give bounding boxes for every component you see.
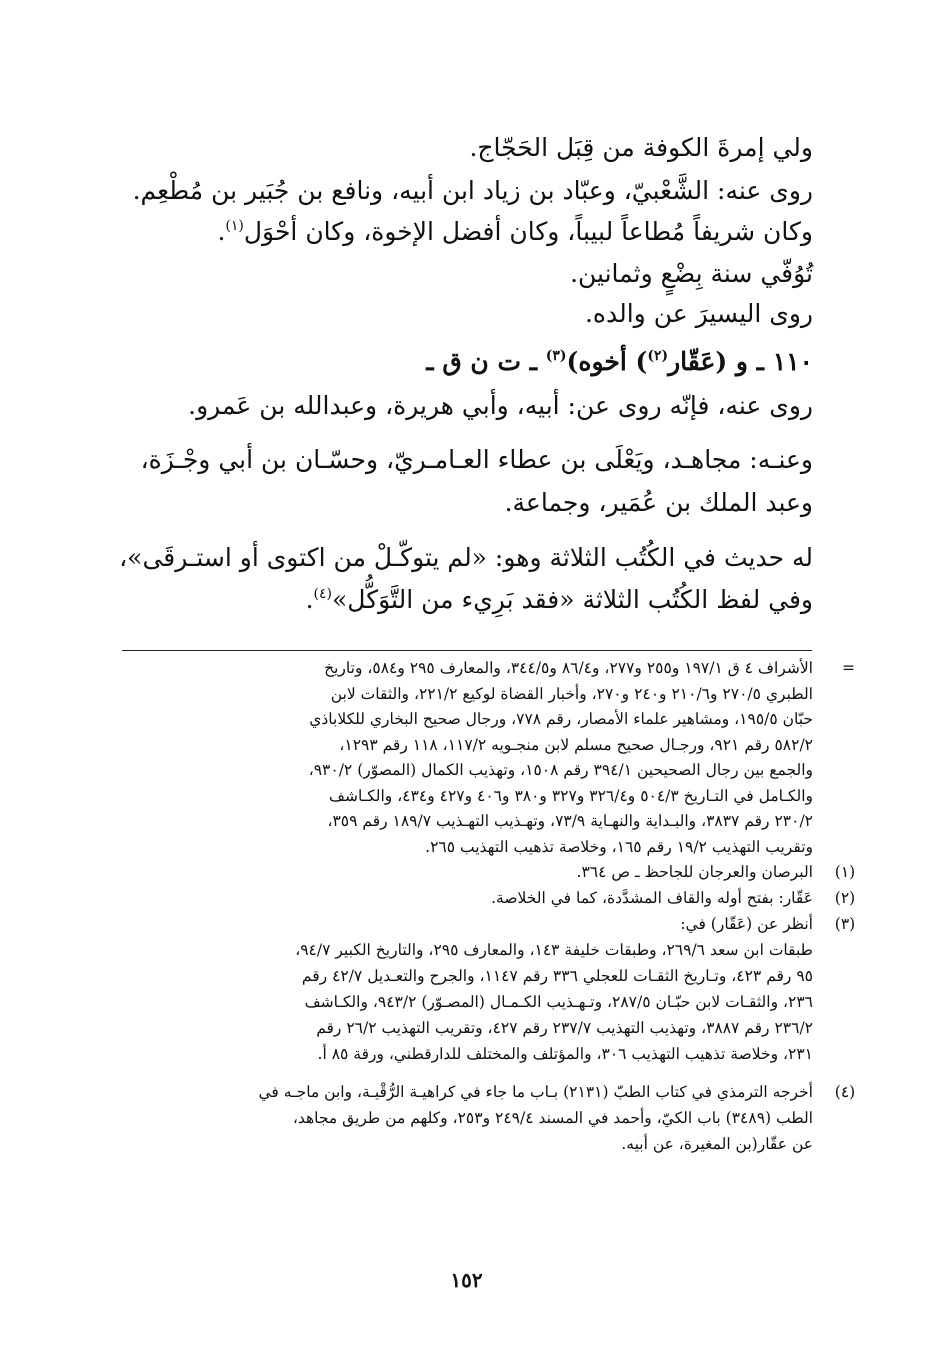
entry-heading-suffix: ـ ت ن ق ـ — [426, 347, 546, 376]
footnote-line: وتقريب التهذيب ١٩/٢ رقم ١٦٥، وخلاصة تذهيب التهذيب ٢٦٥. — [425, 837, 813, 856]
text-line: ولي إمرةَ الكوفة من قِبَل الحَجّاج. — [469, 133, 813, 162]
footnote-separator — [122, 650, 812, 651]
footnote-line: ٥٨٢/٢ رقم ٩٢١، ورجـال صحيح مسلم لابن منجـويه ١١٧/٢، ١١٨ رقم ١٢٩٣، — [339, 735, 813, 754]
footnote-number: (٤) — [834, 1083, 856, 1101]
footnote-line: البرصان والعرجان للجاحظ ـ ص ٣٦٤. — [576, 863, 813, 881]
text-fragment: وفي لفظ الكُتُب الثلاثة «فقد بَرِيء من التَّوَكُّل» — [332, 585, 813, 614]
footnote-line: والكـامل في التـاريخ ٥٠٤/٣ و٣٢٦/٤ و٣٢٧ و٣٨٠ و٤٠٦ و٤٢٧ و٤٣٤، والكـاشف — [328, 786, 813, 805]
students-line: وعبد الملك بن عُمَير، وجماعة. — [504, 488, 813, 517]
footnote-line: أنظر عن (عَقّار) في: — [680, 915, 813, 933]
period: . — [217, 217, 226, 246]
footnote-line: الطبري ٢٧٠/٥ و٢١٠/٦ و٢٤٠ و٢٧٠، وأخبار القضاة لوكيع ٢٢١/٢، والثقات لابن — [330, 684, 813, 703]
footnote-line: ٢٣٦/٢ رقم ٣٨٨٧، وتهذيب التهذيب ٢٣٧/٧ رقم ٤٢٧، وتقريب التهذيب ٢٦/٢ رقم — [316, 1019, 813, 1037]
footnote-ref: (٣) — [545, 348, 567, 364]
footnote-ref: (٢) — [647, 348, 669, 364]
continuation-mark: = — [842, 659, 855, 677]
page-number: ١٥٢ — [450, 1268, 483, 1292]
footnote-line: حبّان ١٩٥/٥، ومشاهير علماء الأمصار، رقم ٧٧٨، ورجال صحيح البخاري للكلاباذي — [309, 710, 813, 728]
footnote-line: عَقّار: بفتح أوله والقاف المشدَّدة، كما في الخلاصة. — [491, 889, 813, 907]
footnote-line: ٢٣١، وخلاصة تذهيب التهذيب ٣٠٦، والمؤتلف والمختلف للدارقطني، ورقة ٨٥ أ. — [317, 1045, 813, 1063]
text-fragment: وكان شريفاً مُطاعاً لبيباً، وكان أفضل الإخوة، وكان أحْوَل — [243, 217, 813, 246]
footnote-line: أخرجه الترمذي في كتاب الطبّ (٢١٣١) بـاب ما جاء في كراهيـة الرُّقْيـة، وابن ماجـه في — [258, 1083, 813, 1101]
footnote-number: (١) — [834, 863, 856, 881]
entry-heading — [426, 342, 813, 386]
hadith-line — [306, 580, 813, 624]
footnote-line: ٩٥ رقم ٤٢٣، وتـاريخ الثقـات للعجلي ٣٣٦ رقم ١١٤٧، والجرح والتعـديل ٤٢/٧ رقم — [301, 967, 813, 985]
entry-heading-middle: ) أخوه) — [566, 347, 648, 376]
period: . — [305, 585, 314, 614]
footnote-line: الأشراف ٤ ق ١٩٧/١ و٢٥٥ و٢٧٧، و٨٦/٤ و٣٤٤/٥، والمعارف ٢٩٥ و٥٨٤، وتاريخ — [324, 659, 813, 677]
text-line: روى عنه: الشَّعْبيّ، وعبّاد بن زياد ابن أبيه، ونافع بن جُبَير بن مُطْعِم. — [132, 176, 813, 205]
footnote-line: عن عقّار(بن المغيرة، عن أبيه. — [621, 1135, 813, 1153]
footnote-line: الطب (٣٤٨٩) باب الكيّ، وأحمد في المسند ٢٤٩/٤ و٢٥٣، وكلهم من طريق مجاهد، — [292, 1109, 813, 1127]
footnote-ref: (١) — [225, 218, 244, 234]
text-line: روى اليسيرَ عن والده. — [584, 299, 813, 328]
hadith-line: له حديث في الكُتُب الثلاثة وهو: «لم يتوكّـلْ من اكتوى أو استـرقَى»، — [119, 543, 813, 572]
footnote-number: (٣) — [834, 915, 856, 933]
footnote-number: (٢) — [834, 889, 856, 907]
text-line — [217, 212, 813, 256]
entry-heading-prefix: ١١٠ ـ و (عَقّار — [668, 347, 813, 376]
footnote-line: ٢٣٠/٢ رقم ٣٨٣٧، والبـداية والنهـاية ٧٣/٩، وتهـذيب التهـذيب ١٨٩/٧ رقم ٣٥٩، — [327, 812, 813, 830]
text-line: تُوُفّي سنة بِضْعٍ وثمانين. — [570, 259, 813, 288]
footnote-line: ٢٣٦، والثقـات لابن حبّـان ٢٨٧/٥، وتـهـذيب الكـمـال (المصـوّر) ٩٤٣/٢، والكـاشف — [304, 993, 813, 1011]
narrated-from-line: روى عنه، فإنّه روى عن: أبيه، وأبي هريرة، وعبدالله بن عَمرو. — [188, 391, 813, 420]
students-line: وعنـه: مجاهـد، ويَعْلَى بن عطاء العـامـريّ، وحسّـان بن أبي وجْـزَة، — [140, 445, 813, 474]
footnote-line: طبقات ابن سعد ٢٦٩/٦، وطبقات خليفة ١٤٣، والمعارف ٢٩٥، والتاريخ الكبير ٩٤/٧، — [295, 941, 813, 959]
footnote-line: والجمع بين رجال الصحيحين ٣٩٤/١ رقم ١٥٠٨، وتهذيب الكمال (المصوّر) ٩٣٠/٢، — [308, 761, 813, 779]
footnote-ref: (٤) — [313, 586, 332, 602]
